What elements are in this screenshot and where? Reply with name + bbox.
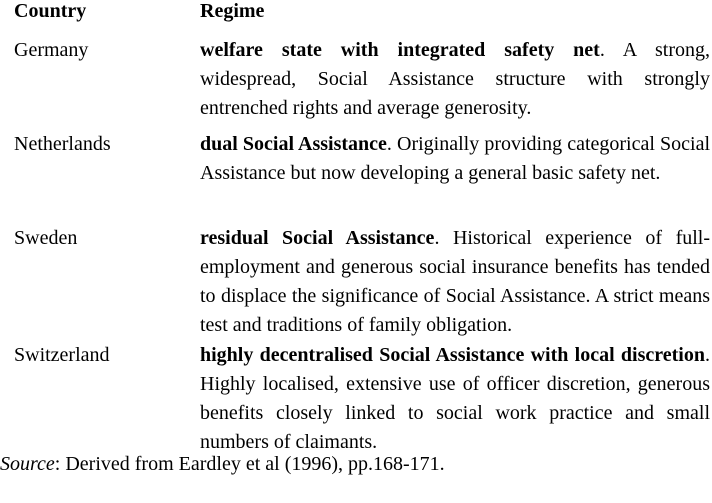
source-text: : Derived from Eardley et al (1996), pp.168-171. bbox=[54, 453, 445, 475]
column-header-regime: Regime bbox=[200, 0, 265, 22]
regime-description: . Historical experience of full-employment and generous social insurance benefits has tended to displace the significance of Social Assistance. A strict means test and traditions of family obligation. bbox=[200, 227, 710, 336]
regime-cell bbox=[200, 130, 710, 188]
regime-cell bbox=[200, 36, 710, 123]
country-cell: Netherlands bbox=[14, 133, 111, 155]
source-label: Source bbox=[0, 453, 55, 475]
source-note bbox=[0, 452, 445, 476]
regime-title: welfare state with integrated safety net bbox=[200, 39, 600, 61]
regime-description: . Highly localised, extensive use of officer discretion, generous benefits closely linked to social work practice and small numbers of claimants. bbox=[200, 344, 710, 453]
regime-title: highly decentralised Social Assistance with local discretion bbox=[200, 344, 705, 366]
regime-title: residual Social Assistance bbox=[200, 227, 435, 249]
regime-title: dual Social Assistance bbox=[200, 133, 387, 155]
regime-description: . Originally providing categorical Social Assistance but now developing a general basic safety net. bbox=[200, 133, 710, 184]
column-header-country: Country bbox=[14, 0, 87, 22]
country-cell: Sweden bbox=[14, 227, 78, 249]
table-header bbox=[0, 0, 712, 28]
country-cell: Switzerland bbox=[14, 344, 110, 366]
regime-cell bbox=[200, 341, 710, 457]
regime-cell bbox=[200, 224, 710, 340]
regime-description: . A strong, widespread, Social Assistance structure with strongly entrenched rights and average generosity. bbox=[200, 39, 710, 119]
country-cell: Germany bbox=[14, 39, 89, 61]
